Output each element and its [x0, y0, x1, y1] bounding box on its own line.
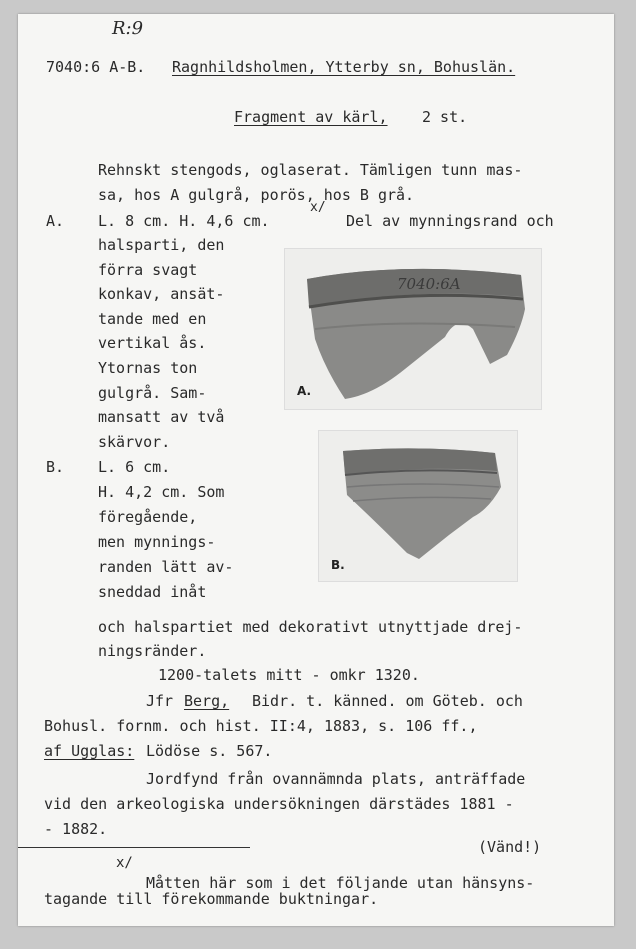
reference-line-1: Bidr. t. känned. om Göteb. och — [252, 692, 523, 710]
photo-a-label: A. — [297, 384, 312, 398]
footnote-line-2: tagande till förekommande buktningar. — [44, 890, 379, 908]
item-a-line: vertikal ås. — [98, 334, 207, 352]
item-b-line: L. 6 cm. — [98, 458, 171, 476]
item-b-line: randen lätt av- — [98, 558, 234, 576]
reference-line-3: Lödöse s. 567. — [146, 742, 273, 760]
item-b-marker: B. — [46, 458, 65, 476]
description-line-1: Rehnskt stengods, oglaserat. Tämligen tunn mas- — [98, 161, 523, 179]
photo-sherd-b — [318, 430, 518, 582]
reference-line-2: Bohusl. fornm. och hist. II:4, 1883, s. 106 ff., — [44, 717, 478, 735]
photo-sherd-a — [284, 248, 542, 410]
item-a-dimensions: L. 8 cm. H. 4,6 cm. — [98, 212, 270, 230]
reference-prefix: Jfr — [146, 692, 174, 710]
item-a-line: gulgrå. Sam- — [98, 384, 207, 402]
item-a-marker: A. — [46, 212, 65, 230]
item-a-line: halsparti, den — [98, 236, 225, 254]
object-count: 2 st. — [422, 108, 468, 126]
footnote-separator — [18, 847, 250, 848]
item-a-line: mansatt av två — [98, 408, 225, 426]
item-a-line: Ytornas ton — [98, 359, 198, 377]
sherd-b-image — [319, 431, 517, 581]
sherd-a-image — [285, 249, 541, 409]
item-b-line: föregående, — [98, 508, 198, 526]
item-b-line: men mynnings- — [98, 533, 216, 551]
turn-note: (Vänd!) — [478, 838, 542, 856]
sherd-a-inscription: 7040:6A — [397, 275, 461, 293]
reference-author-ugglas: af Ugglas: — [44, 742, 135, 760]
item-a-line: konkav, ansät- — [98, 285, 225, 303]
catalog-number: 7040:6 A-B. — [46, 58, 146, 76]
findspot-line-3: - 1882. — [44, 820, 108, 838]
item-a-line: förra svagt — [98, 261, 198, 279]
description-line-2: sa, hos A gulgrå, porös, hos B grå. — [98, 186, 415, 204]
item-b-line: H. 4,2 cm. Som — [98, 483, 225, 501]
footnote-mark-bottom: x/ — [116, 855, 133, 871]
item-a-line: skärvor. — [98, 433, 171, 451]
reference-author-berg: Berg, — [184, 692, 230, 710]
photo-b-label: B. — [331, 558, 345, 572]
footnote-mark: x/ — [310, 200, 326, 215]
item-a-first-line-tail: Del av mynningsrand och — [346, 212, 554, 230]
item-a-line: tande med en — [98, 310, 207, 328]
item-b-line: sneddad inåt — [98, 583, 207, 601]
dating: 1200-talets mitt - omkr 1320. — [158, 666, 420, 684]
footnote-line-1: Måtten här som i det följande utan hänsyns- — [146, 874, 535, 892]
continuation-line-1: och halspartiet med dekorativt utnyttjade drej- — [98, 618, 523, 636]
site-name: Ragnhildsholmen, Ytterby sn, Bohuslän. — [172, 58, 516, 76]
continuation-line-2: ningsränder. — [98, 642, 207, 660]
catalog-card — [18, 14, 614, 926]
handwritten-id: R:9 — [112, 18, 144, 39]
object-title: Fragment av kärl, — [234, 108, 388, 126]
findspot-line-1: Jordfynd från ovannämnda plats, anträffade — [146, 770, 526, 788]
findspot-line-2: vid den arkeologiska undersökningen därstädes 1881 - — [44, 795, 514, 813]
